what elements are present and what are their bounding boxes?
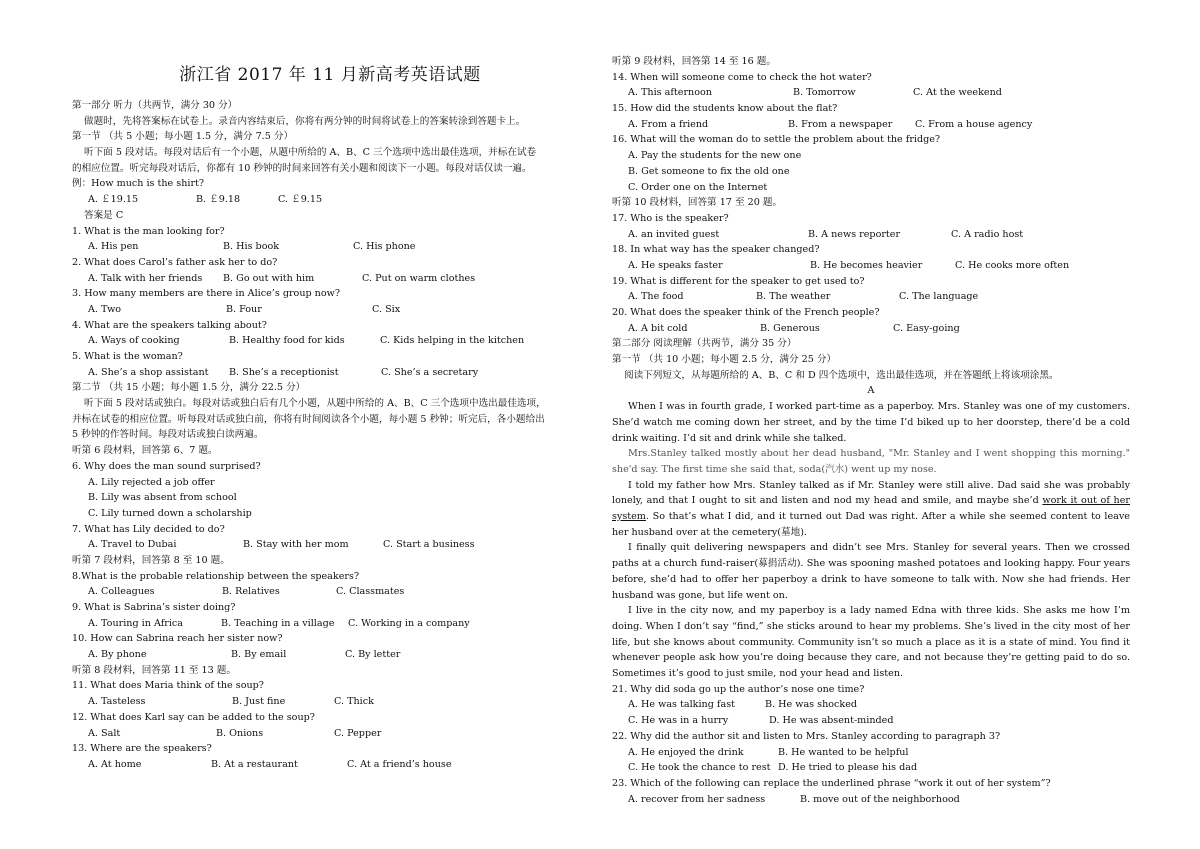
option: C. A radio host — [951, 228, 1024, 240]
options — [72, 726, 592, 742]
material-label: 听第 10 段材料，回答第 17 至 20 题。 — [612, 197, 783, 209]
options — [72, 584, 592, 600]
option: C. From a house agency — [915, 118, 1033, 130]
question: 14. When will someone come to check the hot water? — [612, 71, 872, 83]
question: 11. What does Maria think of the soup? — [72, 680, 264, 692]
option: A. Travel to Dubai — [88, 539, 177, 551]
option: B. By email — [231, 649, 287, 661]
options — [72, 537, 592, 553]
material-label: 听第 6 段材料，回答第 6、7 题。 — [72, 445, 218, 457]
part-heading: 第二部分 阅读理解（共两节，满分 35 分） — [612, 338, 797, 350]
option: B. Just fine — [232, 696, 286, 708]
option: C. The language — [899, 291, 979, 303]
option: C. Order one on the Internet — [628, 181, 768, 193]
option: C. Easy-going — [893, 322, 960, 334]
option: D. He was absent-minded — [769, 715, 894, 727]
option: B. He wanted to be helpful — [778, 746, 909, 758]
question: 1. What is the man looking for? — [72, 225, 225, 237]
question: 19. What is different for the speaker to get used to? — [612, 275, 865, 287]
paragraph-text: I told my father how Mrs. Stanley talked as if Mr. Stanley were still alive. Dad said she was probably lonely, and that I ought to sit and listen and nod my head and smile, and maybe she’d — [612, 479, 1130, 507]
option: B. Onions — [216, 727, 264, 739]
options — [612, 697, 1130, 713]
option: C. At a friend’s house — [347, 758, 452, 770]
options — [72, 302, 592, 318]
option: C. He cooks more often — [955, 259, 1070, 271]
question: 10. How can Sabrina reach her sister now? — [72, 633, 283, 645]
option: B. Generous — [760, 322, 820, 334]
question: 16. What will the woman do to settle the problem about the fridge? — [612, 134, 941, 146]
option: A. The food — [628, 291, 684, 303]
material-label: 听第 9 段材料，回答第 14 至 16 题。 — [612, 56, 776, 67]
option: C. Working in a company — [348, 617, 470, 629]
option: B. He was shocked — [765, 699, 858, 711]
option: B. Lily was absent from school — [88, 492, 237, 504]
option: A. Lily rejected a job offer — [88, 476, 215, 488]
option: A. Salt — [88, 727, 121, 739]
material-label: 听第 8 段材料，回答第 11 至 13 题。 — [72, 664, 236, 676]
options — [612, 792, 1130, 808]
option: B. Go out with him — [223, 272, 315, 284]
instructions: 听下面 5 段对话。每段对话后有一个小题，从题中所给的 A、B、C 三个选项中选出最佳选项，并标在试卷 — [84, 147, 537, 159]
question: 6. Why does the man sound surprised? — [72, 460, 261, 472]
question: 4. What are the speakers talking about? — [72, 319, 267, 331]
option: A. recover from her sadness — [628, 793, 766, 805]
options — [72, 647, 592, 663]
left-column — [72, 98, 592, 773]
options — [72, 757, 592, 773]
option: B. At a restaurant — [211, 758, 298, 770]
instructions: 做题时，先将答案标在试卷上。录音内容结束后，你将有两分钟的时间将试卷上的答案转涂到答题卡上。 — [84, 115, 526, 127]
question: 9. What is Sabrina’s sister doing? — [72, 602, 236, 613]
question: 2. What does Carol’s father ask her to do? — [72, 256, 278, 268]
passage-paragraph: I finally quit delivering newspapers and didn’t see Mrs. Stanley for several years. Then we crossed paths at a church fund-raiser(募捐活动). She was spooning mashed potatoes and looking happy. Four years before, she’d had to offer her paperboy a drink to have someone to talk with. Now she had friends. Her husband was gone, but life went on. — [612, 542, 1130, 601]
option: B. ￡9.18 — [196, 194, 241, 206]
options — [612, 745, 1130, 761]
option: C. She’s a secretary — [381, 366, 479, 378]
option: B. She’s a receptionist — [229, 366, 339, 378]
option: C. ￡9.15 — [278, 194, 323, 206]
option: A. By phone — [88, 649, 147, 661]
option: A. She’s a shop assistant — [88, 366, 209, 378]
option: A. Pay the students for the new one — [628, 150, 802, 162]
options — [612, 713, 1130, 729]
question: 3. How many members are there in Alice’s group now? — [72, 288, 340, 300]
question: 7. What has Lily decided to do? — [72, 523, 225, 535]
option: B. Get someone to fix the old one — [628, 165, 790, 177]
options — [612, 85, 1130, 101]
section-heading: 第二节 （共 15 小题；每小题 1.5 分，满分 22.5 分） — [72, 382, 306, 394]
options — [72, 333, 592, 349]
option: B. Teaching in a village — [221, 617, 335, 629]
option: B. He becomes heavier — [810, 259, 923, 271]
option: C. Pepper — [334, 727, 382, 739]
option: C. Thick — [334, 696, 374, 708]
instructions: 5 秒钟的作答时间。每段对话或独白读两遍。 — [72, 429, 264, 441]
question: 17. Who is the speaker? — [612, 212, 729, 224]
option: B. Relatives — [222, 586, 280, 598]
paragraph-text: . So that’s what I did, and it turned out Dad was right. After a while she seemed content to leave her husband over at the cemetery(墓地). — [612, 511, 1130, 538]
options — [72, 365, 592, 381]
option: C. Six — [372, 303, 401, 315]
question: 20. What does the speaker think of the French people? — [612, 307, 880, 318]
option: C. Kids helping in the kitchen — [380, 335, 525, 347]
option: A. He was talking fast — [628, 699, 735, 711]
option: A. ￡19.15 — [88, 194, 139, 206]
options — [612, 117, 1130, 133]
option: A. an invited guest — [628, 228, 720, 240]
question: 22. Why did the author sit and listen to Mrs. Stanley according to paragraph 3? — [612, 730, 1001, 742]
option: B. Tomorrow — [793, 87, 856, 99]
option: C. At the weekend — [913, 87, 1002, 99]
passage-paragraph: I live in the city now, and my paperboy is a lady named Edna with three kids. She asks me how I’m doing. When I don’t say “find,” she sticks around to hear my problems. She’s lived in the city most of her life, but she knows about community. Community isn’t so much a place as it is a state of mind. You find it whenever people ask how you’re doing because they care, and not because they’re getting paid to do so. Sometimes it’s good to just smile, nod your head and listen. — [612, 605, 1130, 680]
passage-paragraph — [612, 478, 1130, 541]
option: A. This afternoon — [628, 87, 712, 99]
question: 12. What does Karl say can be added to the soup? — [72, 711, 315, 723]
passage-label: A — [867, 385, 875, 397]
options — [72, 616, 592, 632]
option: A. He enjoyed the drink — [628, 746, 744, 758]
option: A. From a friend — [628, 118, 709, 130]
underlined-phrase: work it out of her system — [612, 495, 1130, 523]
option: A. Talk with her friends — [88, 272, 203, 284]
option: D. He tried to please his dad — [778, 762, 918, 774]
option: B. Stay with her mom — [243, 539, 349, 551]
question: 21. Why did soda go up the author’s nose one time? — [612, 683, 865, 695]
example-options — [72, 192, 592, 208]
instructions: 阅读下列短文，从每题所给的 A、B、C 和 D 四个选项中，选出最佳选项，并在答题纸上将该项涂黑。 — [624, 369, 1059, 381]
options — [612, 321, 1130, 337]
option: C. Start a business — [383, 539, 475, 551]
option: B. The weather — [756, 291, 831, 303]
question: 5. What is the woman? — [72, 351, 183, 362]
option: A. His pen — [88, 241, 139, 253]
options — [72, 271, 592, 287]
option: C. Classmates — [336, 586, 405, 598]
part-heading: 第一部分 听力（共两节，满分 30 分） — [72, 100, 238, 111]
option: C. His phone — [353, 241, 416, 253]
option: A. Colleagues — [88, 586, 155, 598]
options — [612, 258, 1130, 274]
question: 8.What is the probable relationship between the speakers? — [72, 570, 360, 582]
option: B. Healthy food for kids — [229, 335, 345, 347]
example-answer: 答案是 C — [84, 209, 124, 221]
options — [612, 227, 1130, 243]
question: 18. In what way has the speaker changed? — [612, 244, 820, 256]
option: A. Tasteless — [88, 696, 146, 708]
option: A. At home — [88, 758, 142, 770]
option: A. A bit cold — [628, 322, 688, 334]
option: C. Put on warm clothes — [362, 272, 476, 284]
example-question: 例：How much is the shirt? — [72, 178, 205, 190]
section-heading: 第一节 （共 5 小题；每小题 1.5 分，满分 7.5 分） — [72, 131, 294, 143]
option: A. Two — [88, 303, 122, 315]
instructions: 听下面 5 段对话或独白。每段对话或独白后有几个小题，从题中所给的 A、B、C 三个选项中选出最佳选项， — [84, 398, 546, 410]
passage-paragraph: Mrs.Stanley talked mostly about her dead husband, "Mr. Stanley and I went shopping this morning." she'd say. The first time she said that, soda(汽水) went up my nose. — [612, 448, 1130, 475]
question: 15. How did the students know about the flat? — [612, 103, 838, 115]
instructions: 的相应位置。听完每段对话后，你都有 10 秒钟的时间来回答有关小题和阅读下一小题。每段对话仅读一遍。 — [72, 162, 532, 174]
question: 23. Which of the following can replace the underlined phrase “work it out of her system”? — [612, 777, 1051, 789]
option: C. He was in a hurry — [628, 715, 729, 727]
question: 13. Where are the speakers? — [72, 743, 212, 755]
material-label: 听第 7 段材料，回答第 8 至 10 题。 — [72, 554, 230, 566]
passage-paragraph: When I was in fourth grade, I worked part-time as a paperboy. Mrs. Stanley was one of my customers. She’d watch me coming down her street, and by the time I’d biked up to her doorstep, there’d be a cold drink waiting. I’d sit and drink while she talked. — [612, 401, 1130, 444]
options — [72, 694, 592, 710]
options — [612, 289, 1130, 305]
option: C. He took the chance to rest — [628, 762, 771, 774]
option: B. A news reporter — [808, 228, 901, 240]
option: C. Lily turned down a scholarship — [88, 507, 252, 519]
right-column — [612, 54, 1130, 807]
options — [612, 760, 1130, 776]
option: B. His book — [223, 241, 280, 253]
options — [72, 239, 592, 255]
instructions: 并标在试卷的相应位置。听每段对话或独白前，你将有时间阅读各个小题，每小题 5 秒钟；听完后，各小题给出 — [72, 413, 545, 425]
option: A. Ways of cooking — [88, 335, 180, 347]
page-title: 浙江省 2017 年 11 月新高考英语试题 — [179, 65, 481, 85]
section-heading: 第一节 （共 10 小题；每小题 2.5 分，满分 25 分） — [612, 354, 837, 366]
option: B. Four — [226, 303, 262, 315]
option: A. He speaks faster — [628, 259, 723, 271]
option: A. Touring in Africa — [88, 617, 184, 629]
option: C. By letter — [345, 649, 401, 661]
option: B. move out of the neighborhood — [800, 793, 960, 805]
option: B. From a newspaper — [788, 118, 893, 130]
